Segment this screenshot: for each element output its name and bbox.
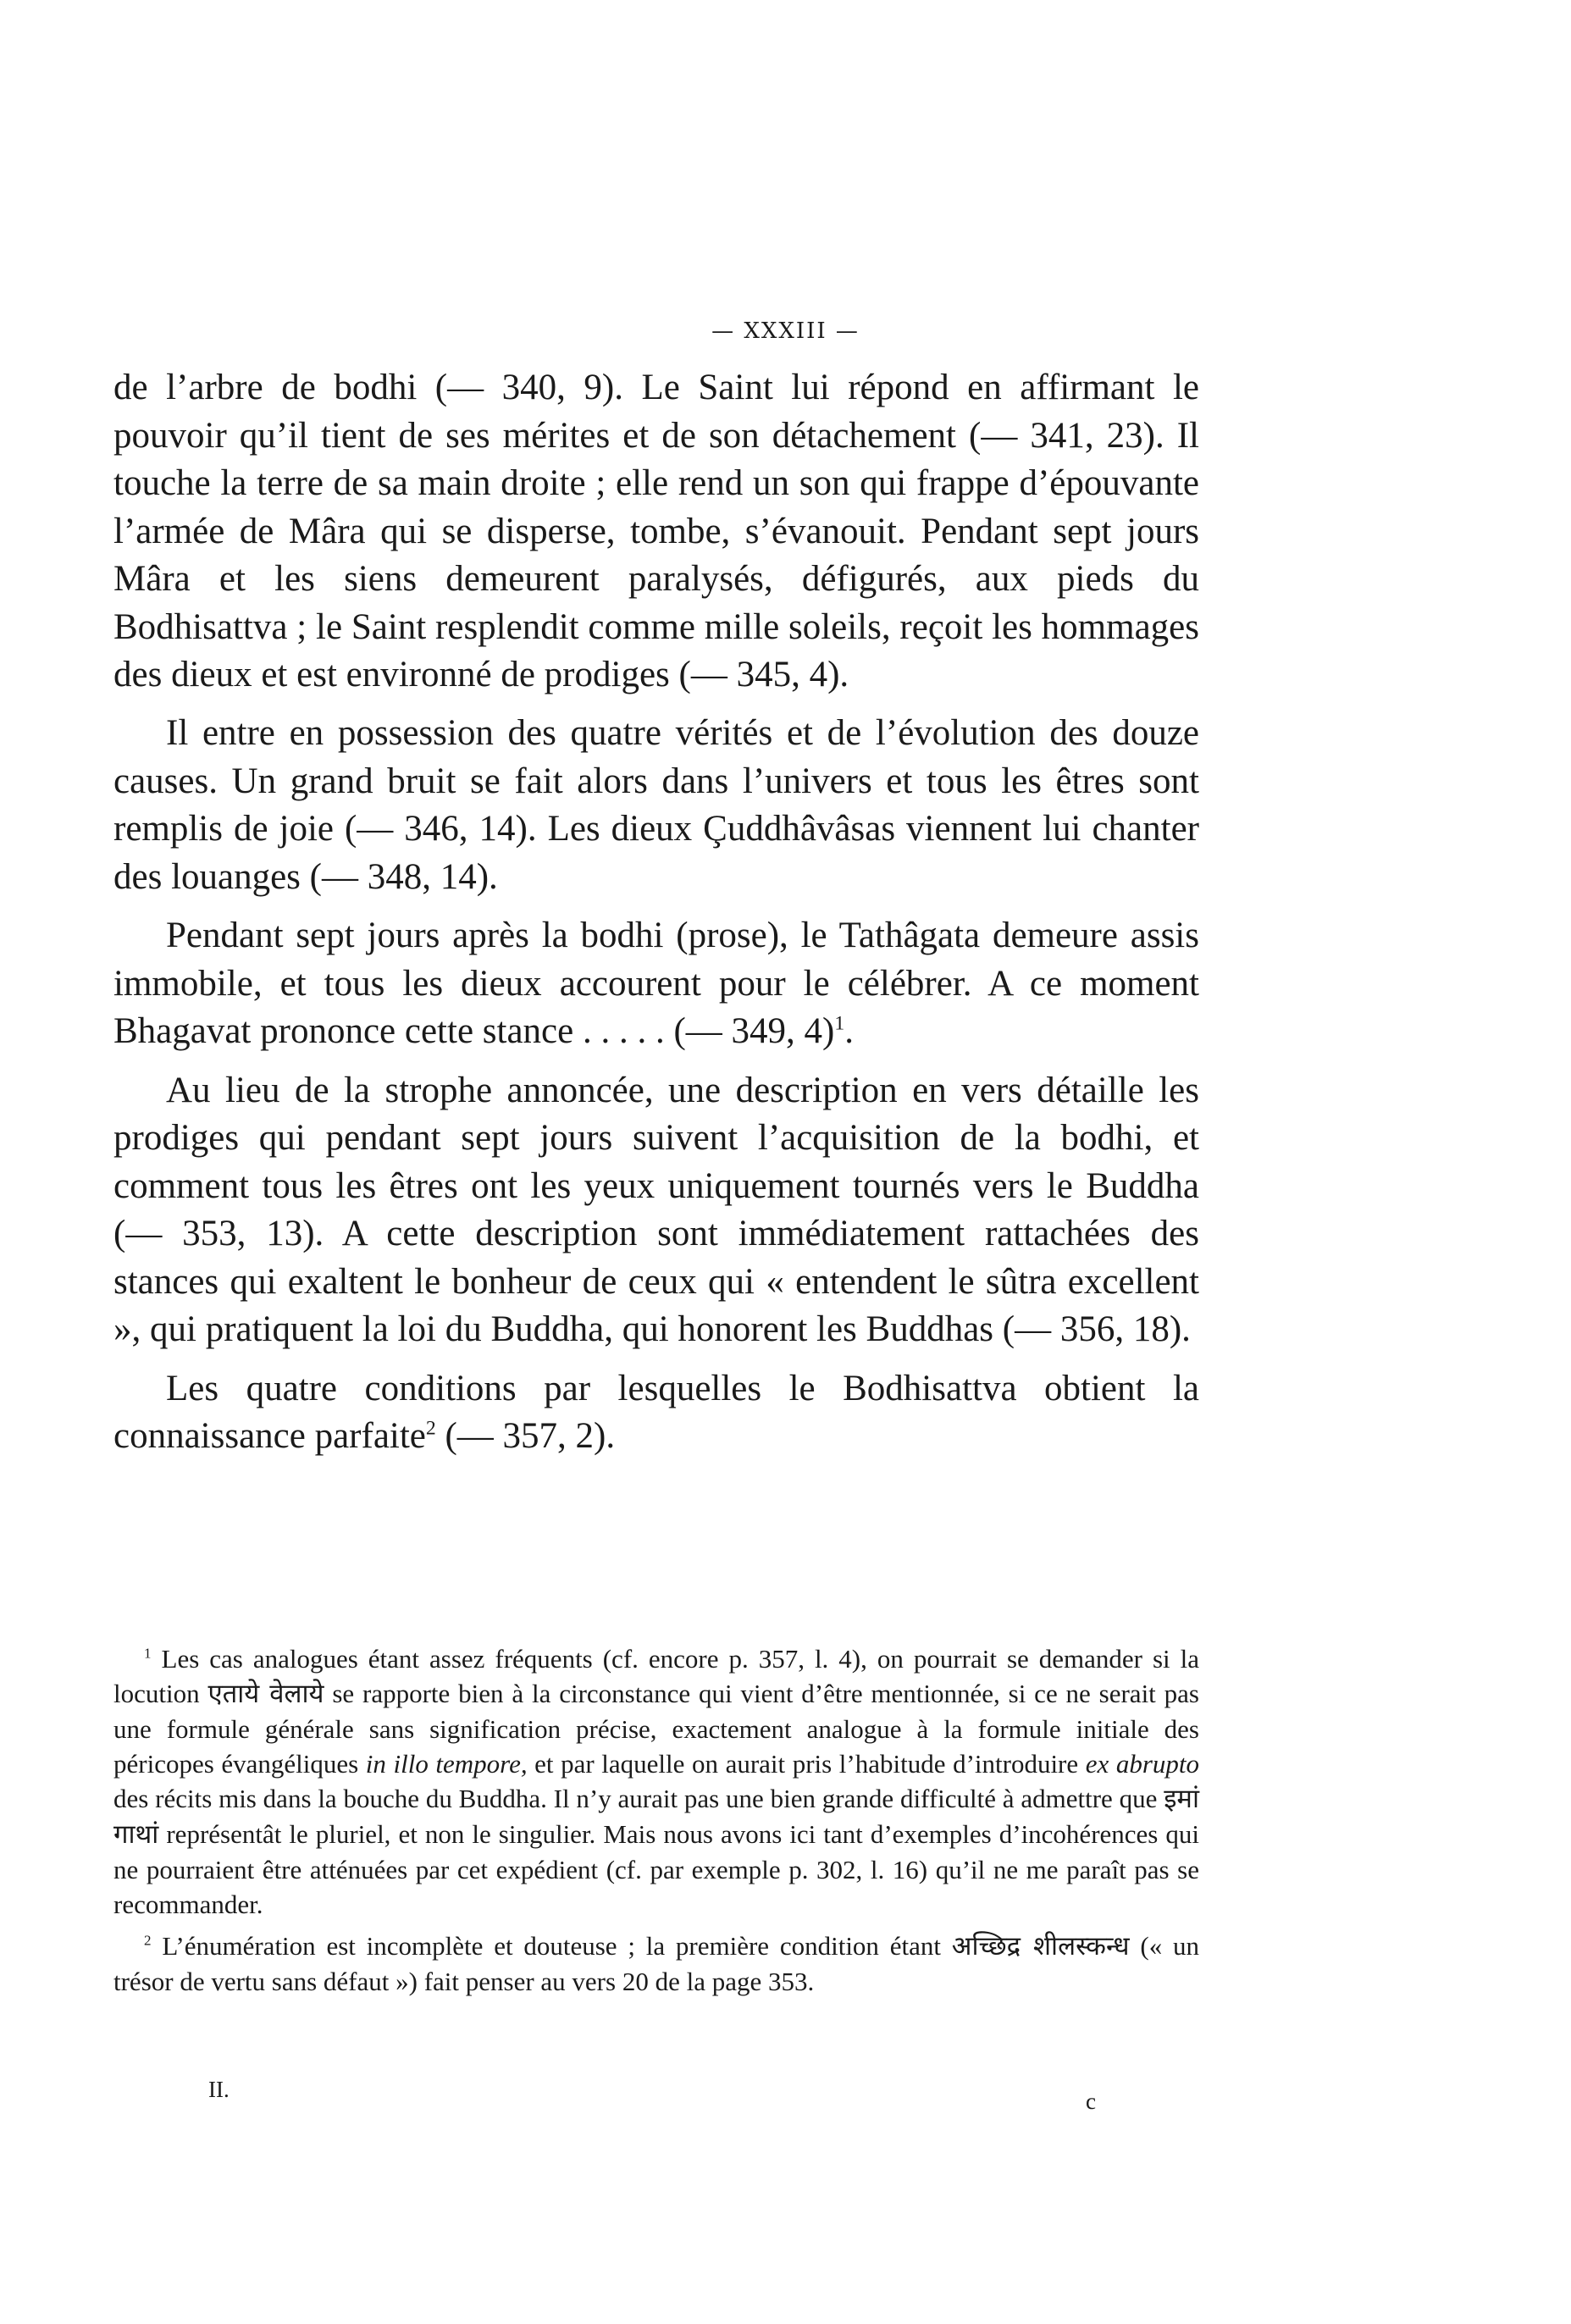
footnote-mark: 1	[144, 1645, 152, 1662]
paragraph-1: de l’arbre de bodhi (— 340, 9). Le Saint lui répond en affirmant le pouvoir qu’il tient de ses mérites et de son détachement (— 341, 23). Il touche la terre de sa main droite ; elle rend un son qui frappe d’épouvante l’armée de Mâra qui se disperse, tombe, s’évanouit. Pendant sept jours Mâra et les siens demeurent paralysés, défigurés, aux pieds du Bodhisattva ; le Saint resplendit comme mille soleils, reçoit les hommages des dieux et est environné de prodiges (— 345, 4).	[113, 368, 1199, 694]
footnote-2: $^2$ L’énumération est incomplète et douteuse ; la première condition étant अच्छिद्र शीलस्कन्ध (« un trésor de vertu sans défaut ») fait penser au vers 20 de la page 353.	[113, 1930, 1200, 1996]
sheet-signature-letter: c	[1086, 2089, 1096, 2114]
latin-phrase: ex abrupto	[1085, 1749, 1200, 1779]
latin-phrase: in illo tempore,	[365, 1749, 528, 1779]
devanagari-phrase: इमां गाथां	[113, 1784, 1199, 1850]
devanagari-phrase: अच्छिद्र शीलस्कन्ध	[951, 1930, 1130, 1962]
footnote-ref-2: 2	[425, 1417, 436, 1440]
paragraph-5: Les quatre conditions par lesquelles le Bodhisattva obtient la connaissance parfaite$^2$ (— 357, 2).	[113, 1368, 1199, 1457]
page-number-header: — XXXIII —	[711, 318, 860, 344]
footnote-mark: 2	[144, 1932, 152, 1949]
main-text	[113, 364, 1199, 1471]
paragraph-4: Au lieu de la strophe annoncée, une description en vers détaille les prodiges qui pendant sept jours suivent l’acquisition de la bodhi, et comment tous les êtres ont les yeux uniquement tournés vers le Buddha (— 353, 13). A cette description sont immédiatement rattachées des stances qui exaltent le bonheur de ceux qui « entendent le sûtra excellent », qui pratiquent la loi du Buddha, qui honorent les Buddhas (— 356, 18).	[113, 1070, 1199, 1350]
footnote-ref-1: 1	[834, 1012, 845, 1035]
sheet-signature: II.	[208, 2077, 230, 2102]
paragraph-3: Pendant sept jours après la bodhi (prose), le Tathâgata demeure assis immobile, et tous les dieux accourent pour le célébrer. A ce moment Bhagavat prononce cette stance . . . . . (— 349, 4)$^1$.	[113, 916, 1199, 1052]
paragraph-2: Il entre en possession des quatre vérités et de l’évolution des douze causes. Un grand bruit se fait alors dans l’univers et tous les êtres sont remplis de joie (— 346, 14). Les dieux Çuddhâvâsas viennent lui chanter des louanges (— 348, 14).	[113, 713, 1199, 897]
devanagari-phrase: एताये वेलाये	[207, 1679, 324, 1709]
footnotes	[113, 1641, 1199, 2006]
footnote-1: $^1$ Les cas analogues étant assez fréquents (cf. encore p. 357, l. 4), on pourrait se demander si la locution एताये वेलाये se rapporte bien à la circonstance qui vient d’être mentionnée, si ce ne serait pas une formule générale sans signification précise, exactement analogue à la formule initiale des péricopes évangéliques in illo tempore, et par laquelle on aurait pris l’habitude d’introduire ex abrupto des récits mis dans la bouche du Buddha. Il n’y aurait pas une bien grande difficulté à admettre que इमां गाथां représentât le pluriel, et non le singulier. Mais nous avons ici tant d’exemples d’incohérences qui ne pourraient être atténuées par cet expédient (cf. par exemple p. 302, l. 16) qu’il ne me paraît pas se recommander.	[113, 1644, 1200, 1919]
